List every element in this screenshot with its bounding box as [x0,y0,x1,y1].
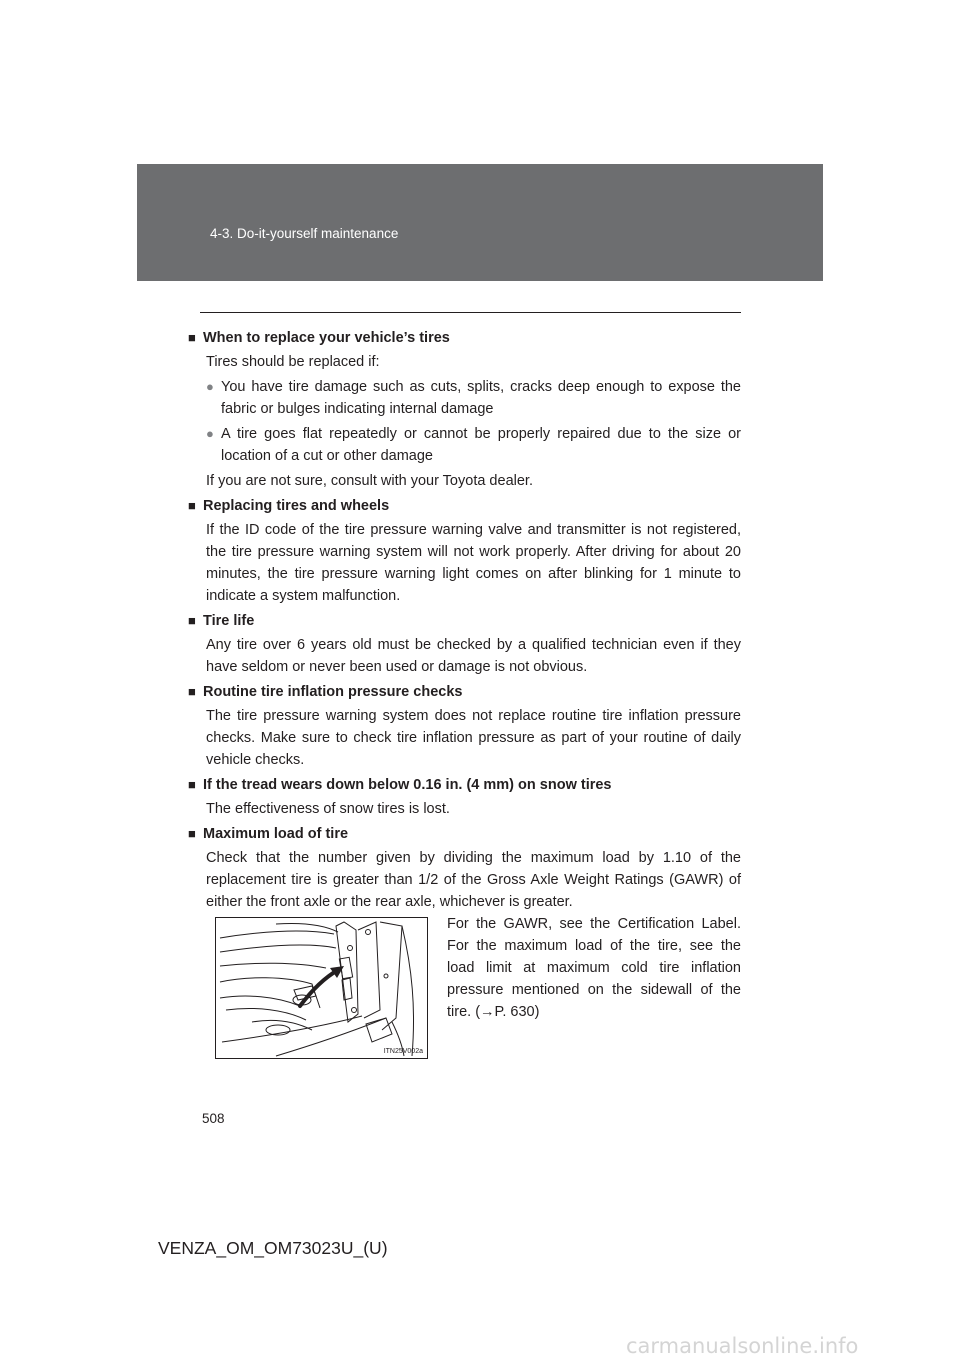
page-number: 508 [202,1111,225,1126]
paragraph: If the ID code of the tire pressure warning valve and transmitter is not registered, the tire pressure warning system will not work properly. After driving for about 20 minutes, the tire pressure warning light comes on after blinking for 1 minute to indicate a system malfunction. [206,522,741,604]
paragraph: The tire pressure warning system does not replace routine tire inflation pressure checks. Make sure to check tire inflation pressure as part of your routine of daily vehicle checks. [206,708,741,768]
figure-caption: For the GAWR, see the Certification Label. For the maximum load of the tire, see the load limit at maximum cold tire inflation pressure mentioned on the sidewall of the tire. (→P. 630) [447,916,741,1020]
bullet-item: ● You have tire damage such as cuts, splits, cracks deep enough to expose the fabric or bulges indicating internal damage [188,376,741,420]
square-bullet-icon: ■ [188,498,196,513]
section-label: 4-3. Do-it-yourself maintenance [210,226,399,241]
square-bullet-icon: ■ [188,330,196,345]
heading-tire-life: ■ Tire life [188,610,741,632]
paragraph: Any tire over 6 years old must be checked by a qualified technician even if they have seldom or never been used or damage is not obvious. [206,637,741,675]
bullet-item: ● A tire goes flat repeatedly or cannot be properly repaired due to the size or location of a cut or other damage [188,423,741,467]
header-band [137,164,823,281]
top-divider [200,312,741,313]
paragraph: Tires should be replaced if: [206,354,380,370]
square-bullet-icon: ■ [188,826,196,841]
watermark: carmanualsonline.info [626,1334,859,1358]
figure-code: ITN25V002a [383,1048,423,1055]
circle-bullet-icon: ● [206,426,214,441]
heading-maximum-load: ■ Maximum load of tire [188,823,741,845]
square-bullet-icon: ■ [188,613,196,628]
main-content [188,327,741,916]
paragraph: The effectiveness of snow tires is lost. [206,801,450,817]
paragraph: Check that the number given by dividing the maximum load by 1.10 of the replacement tire is greater than 1/2 of the Gross Axle Weight Ratings (GAWR) of either the front axle or the rear axle, whichever is greater. [206,850,741,910]
circle-bullet-icon: ● [206,379,214,394]
heading-replace-tires: ■ When to replace your vehicle’s tires [188,327,741,349]
document-code: VENZA_OM_OM73023U_(U) [158,1238,388,1258]
heading-routine-checks: ■ Routine tire inflation pressure checks [188,681,741,703]
heading-replacing-tires-wheels: ■ Replacing tires and wheels [188,495,741,517]
square-bullet-icon: ■ [188,777,196,792]
heading-snow-tires: ■ If the tread wears down below 0.16 in. (4 mm) on snow tires [188,774,741,796]
door-pillar-illustration [216,918,427,1058]
paragraph: If you are not sure, consult with your Toyota dealer. [206,473,533,489]
square-bullet-icon: ■ [188,684,196,699]
certification-label-illustration [215,917,428,1059]
